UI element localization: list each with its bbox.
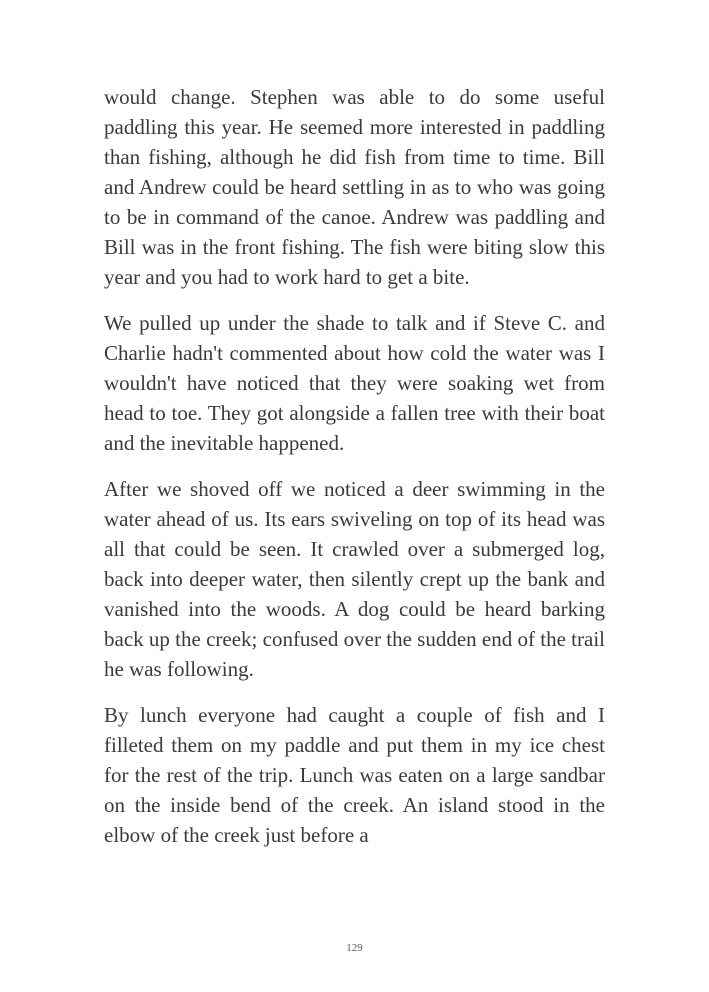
paragraph-2: We pulled up under the shade to talk and if Steve C. and Charlie hadn't commented about how cold the water was I wouldn't have noticed that they were soaking wet from head to toe. They got alongside a fallen tree with their boat and the inevitable happened. [104, 311, 605, 455]
page-body [104, 82, 605, 866]
paragraph-1: would change. Stephen was able to do some useful paddling this year. He seemed more interested in paddling than fishing, although he did fish from time to time. Bill and Andrew could be heard settling in as to who was going to be in command of the canoe. Andrew was paddling and Bill was in the front fishing. The fish were biting slow this year and you had to work hard to get a bite. [104, 85, 605, 289]
page-number: 129 [346, 942, 363, 954]
paragraph-3: After we shoved off we noticed a deer swimming in the water ahead of us. Its ears swiveling on top of its head was all that could be seen. It crawled over a submerged log, back into deeper water, then silently crept up the bank and vanished into the woods. A dog could be heard barking back up the creek; confused over the sudden end of the trail he was following. [104, 477, 605, 681]
paragraph-4: By lunch everyone had caught a couple of fish and I filleted them on my paddle and put them in my ice chest for the rest of the trip. Lunch was eaten on a large sandbar on the inside bend of the creek. An island stood in the elbow of the creek just before a [104, 703, 605, 847]
